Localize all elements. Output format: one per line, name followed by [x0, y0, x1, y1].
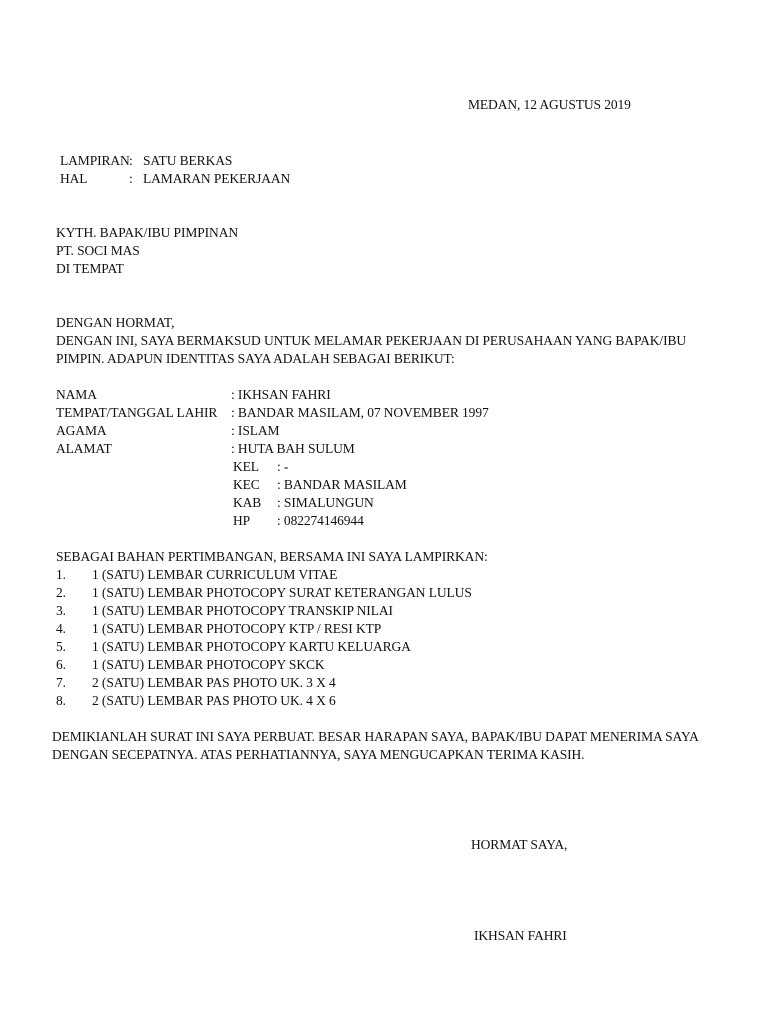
hal-value: LAMARAN PEKERJAAN [143, 171, 291, 186]
identity-value: : BANDAR MASILAM, 07 NOVEMBER 1997 [231, 405, 489, 420]
address-label: KEC [233, 477, 260, 492]
identity-label: ALAMAT [56, 441, 112, 456]
attachment-number: 8. [56, 693, 66, 708]
identity-label: AGAMA [56, 423, 107, 438]
recipient-line-1: KYTH. BAPAK/IBU PIMPINAN [56, 225, 238, 240]
lampiran-label: LAMPIRAN [60, 153, 130, 168]
attachment-number: 6. [56, 657, 66, 672]
attachment-text: 2 (SATU) LEMBAR PAS PHOTO UK. 4 X 6 [92, 693, 336, 708]
hal-label: HAL [60, 171, 88, 186]
identity-value: : ISLAM [231, 423, 280, 438]
attachment-number: 7. [56, 675, 66, 690]
address-label: KAB [233, 495, 262, 510]
attachment-text: 2 (SATU) LEMBAR PAS PHOTO UK. 3 X 4 [92, 675, 336, 690]
closing-line-2: DENGAN SECEPATNYA. ATAS PERHATIANNYA, SAYA MENGUCAPKAN TERIMA KASIH. [52, 747, 585, 762]
lampiran-separator: : [129, 153, 133, 168]
signature-name: IKHSAN FAHRI [474, 928, 567, 943]
identity-label: TEMPAT/TANGGAL LAHIR [56, 405, 218, 420]
attachment-text: 1 (SATU) LEMBAR PHOTOCOPY KTP / RESI KTP [92, 621, 382, 636]
attachment-number: 1. [56, 567, 66, 582]
address-value: : SIMALUNGUN [277, 495, 374, 510]
closing-line-1: DEMIKIANLAH SURAT INI SAYA PERBUAT. BESAR HARAPAN SAYA, BAPAK/IBU DAPAT MENERIMA SAYA [52, 729, 699, 744]
recipient-line-3: DI TEMPAT [56, 261, 124, 276]
lampiran-value: SATU BERKAS [143, 153, 233, 168]
attachment-number: 4. [56, 621, 66, 636]
attachment-text: 1 (SATU) LEMBAR PHOTOCOPY TRANSKIP NILAI [92, 603, 393, 618]
address-label: HP [233, 513, 251, 528]
address-value: : - [277, 459, 289, 474]
intro-line-1: DENGAN INI, SAYA BERMAKSUD UNTUK MELAMAR PEKERJAAN DI PERUSAHAAN YANG BAPAK/IBU [56, 333, 687, 348]
letter-date: MEDAN, 12 AGUSTUS 2019 [468, 97, 631, 112]
hal-separator: : [129, 171, 133, 186]
intro-line-2: PIMPIN. ADAPUN IDENTITAS SAYA ADALAH SEBAGAI BERIKUT: [56, 351, 455, 366]
attachment-number: 3. [56, 603, 66, 618]
address-value: : 082274146944 [277, 513, 364, 528]
signoff: HORMAT SAYA, [471, 837, 568, 852]
identity-label: NAMA [56, 387, 97, 402]
attachment-number: 2. [56, 585, 66, 600]
identity-value: : HUTA BAH SULUM [231, 441, 355, 456]
address-label: KEL [233, 459, 259, 474]
address-value: : BANDAR MASILAM [277, 477, 407, 492]
attachment-text: 1 (SATU) LEMBAR PHOTOCOPY SKCK [92, 657, 325, 672]
attachment-text: 1 (SATU) LEMBAR CURRICULUM VITAE [92, 567, 338, 582]
attachments-intro: SEBAGAI BAHAN PERTIMBANGAN, BERSAMA INI SAYA LAMPIRKAN: [56, 549, 488, 564]
attachment-number: 5. [56, 639, 66, 654]
recipient-line-2: PT. SOCI MAS [56, 243, 140, 258]
greeting: DENGAN HORMAT, [56, 315, 175, 330]
attachment-text: 1 (SATU) LEMBAR PHOTOCOPY KARTU KELUARGA [92, 639, 411, 654]
identity-value: : IKHSAN FAHRI [231, 387, 331, 402]
attachment-text: 1 (SATU) LEMBAR PHOTOCOPY SURAT KETERANGAN LULUS [92, 585, 472, 600]
